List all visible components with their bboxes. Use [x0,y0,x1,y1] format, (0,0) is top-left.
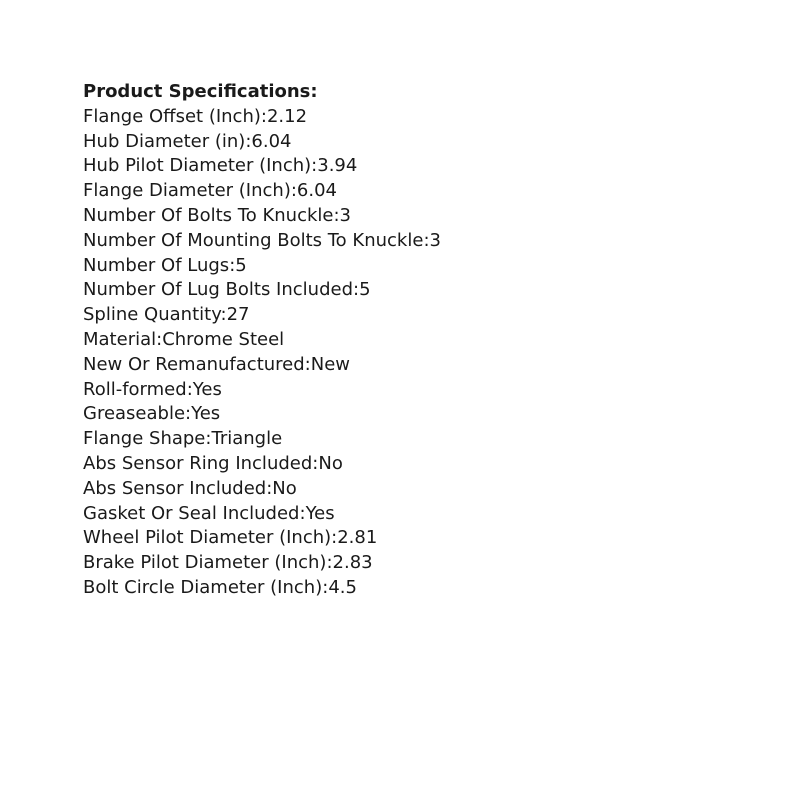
spec-row [83,452,723,477]
spec-label: Roll-formed [83,378,187,400]
spec-separator: : [331,527,338,549]
product-specifications-block [83,80,723,601]
spec-separator: : [185,403,192,425]
spec-value: 5 [359,279,371,301]
spec-row [83,477,723,502]
spec-label: Material [83,328,157,350]
spec-value: 2.12 [266,105,308,127]
spec-separator: : [423,229,430,251]
spec-value: 6.04 [296,180,337,202]
spec-value: Yes [191,403,221,425]
spec-row [83,105,723,130]
spec-value: 5 [235,254,247,276]
spec-row [83,204,723,229]
spec-row [83,502,723,527]
spec-row [83,303,723,328]
spec-value: 2.83 [332,552,373,574]
spec-value: New [310,353,351,375]
spec-value: No [272,477,297,499]
spec-separator: : [353,279,360,301]
spec-row [83,353,723,378]
spec-value: Yes [192,378,222,400]
spec-label: Flange Offset (Inch) [83,105,261,127]
spec-label: Number Of Bolts To Knuckle [83,204,334,226]
spec-separator: : [290,180,297,202]
spec-row [83,576,723,601]
spec-separator: : [333,204,340,226]
spec-label: Hub Pilot Diameter (Inch) [83,155,312,177]
spec-separator: : [311,155,318,177]
spec-label: New Or Remanufactured [83,353,305,375]
spec-value: 6.04 [251,130,292,152]
spec-separator: : [266,477,273,499]
spec-row [83,427,723,452]
spec-row [83,254,723,279]
spec-row [83,130,723,155]
spec-label: Flange Shape [83,428,206,450]
spec-separator: : [312,452,319,474]
spec-separator: : [260,105,267,127]
spec-label: Bolt Circle Diameter (Inch) [83,576,323,598]
spec-row [83,154,723,179]
spec-row [83,378,723,403]
spec-row [83,179,723,204]
spec-value: Yes [305,502,335,524]
spec-row [83,278,723,303]
spec-separator: : [304,353,311,375]
spec-separator: : [299,502,306,524]
spec-row [83,551,723,576]
spec-label: Number Of Mounting Bolts To Knuckle [83,229,424,251]
spec-separator: : [322,576,329,598]
spec-label: Wheel Pilot Diameter (Inch) [83,527,332,549]
spec-label: Brake Pilot Diameter (Inch) [83,552,327,574]
spec-row [83,526,723,551]
spec-value: 3 [339,204,351,226]
spec-value: No [318,452,343,474]
spec-value: Chrome Steel [162,328,285,350]
spec-label: Spline Quantity [83,304,221,326]
specifications-list [83,105,723,601]
spec-separator: : [229,254,236,276]
spec-label: Number Of Lugs [83,254,230,276]
spec-label: Flange Diameter (Inch) [83,180,291,202]
specifications-heading: Product Specifications: [83,81,318,102]
spec-separator: : [245,130,252,152]
spec-value: 27 [226,304,250,326]
spec-separator: : [186,378,193,400]
spec-separator: : [156,328,163,350]
spec-value: Triangle [211,428,283,450]
spec-value: 2.81 [337,527,378,549]
spec-separator: : [220,304,227,326]
spec-row [83,328,723,353]
spec-label: Abs Sensor Included [83,477,267,499]
spec-row [83,229,723,254]
spec-separator: : [326,552,333,574]
spec-value: 3.94 [317,155,358,177]
spec-label: Abs Sensor Ring Included [83,452,313,474]
spec-separator: : [205,428,212,450]
spec-label: Hub Diameter (in) [83,130,246,152]
spec-value: 3 [429,229,441,251]
spec-label: Number Of Lug Bolts Included [83,279,353,301]
spec-label: Greaseable [83,403,186,425]
spec-label: Gasket Or Seal Included [83,502,300,524]
spec-value: 4.5 [328,576,357,598]
spec-row [83,402,723,427]
